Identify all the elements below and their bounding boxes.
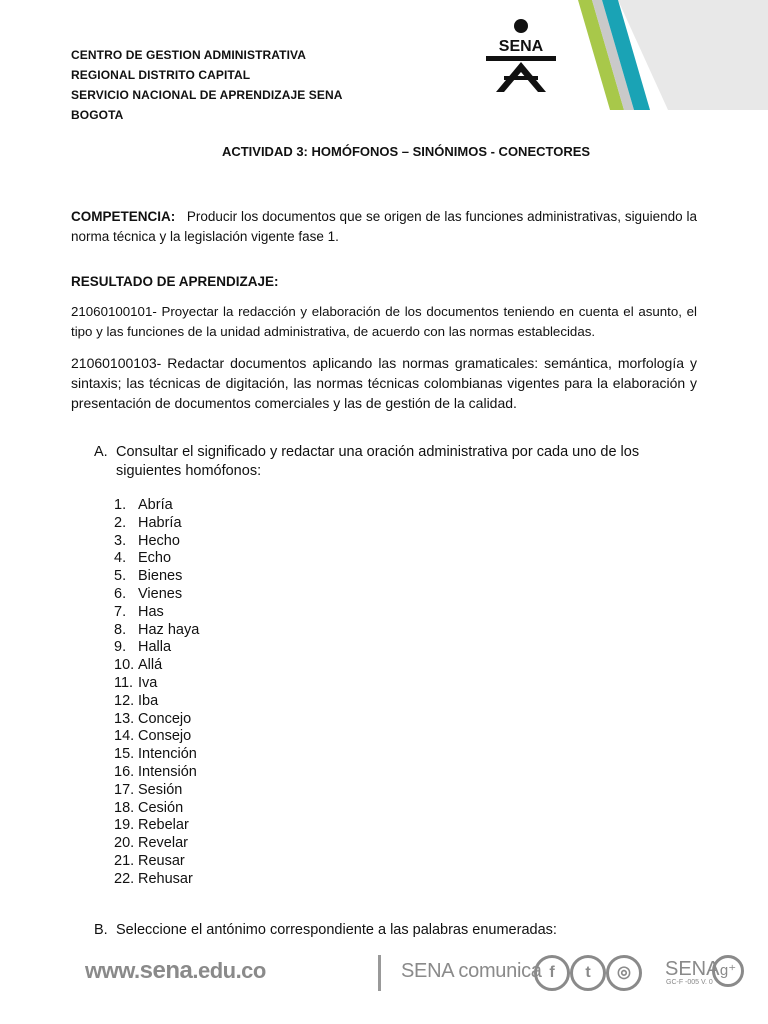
competencia-label: COMPETENCIA: — [71, 209, 176, 224]
homophone-word: Revelar — [138, 835, 188, 852]
homophone-number: 2. — [114, 514, 127, 531]
homophone-item — [114, 657, 199, 675]
competencia-paragraph — [71, 207, 697, 247]
homophone-word: Bienes — [138, 568, 183, 585]
footer-divider — [378, 955, 381, 991]
homophone-word: Vienes — [138, 585, 183, 602]
homophone-number: 22. — [114, 870, 135, 887]
section-b-text: Seleccione el antónimo correspondiente a las palabras enumeradas: — [116, 922, 557, 938]
footer-website[interactable]: www.sena.edu.co — [85, 957, 266, 984]
homophone-number: 8. — [114, 621, 127, 638]
homophone-word: Reusar — [138, 852, 185, 869]
twitter-icon[interactable]: t — [570, 955, 606, 991]
homophone-item — [114, 497, 199, 515]
homophone-number: 9. — [114, 639, 127, 656]
homophone-word: Habría — [138, 514, 182, 531]
section-a — [94, 443, 674, 481]
instagram-icon[interactable]: ◎ — [606, 955, 642, 991]
footer-comunica: SENA comunica — [401, 960, 542, 982]
google-plus-icon[interactable]: g⁺ — [712, 955, 744, 987]
homophone-number: 12. — [114, 692, 135, 709]
homophone-list — [114, 497, 199, 889]
homophone-item — [114, 711, 199, 729]
homophone-number: 13. — [114, 710, 135, 727]
logo-text: SENA — [498, 38, 544, 55]
org-line: REGIONAL DISTRITO CAPITAL — [71, 68, 251, 82]
homophone-item — [114, 604, 199, 622]
homophone-number: 1. — [114, 497, 127, 513]
homophone-number: 3. — [114, 532, 127, 549]
homophone-word: Has — [138, 603, 164, 620]
homophone-number: 6. — [114, 585, 127, 602]
homophone-number: 4. — [114, 550, 127, 567]
homophone-word: Haz haya — [138, 621, 200, 638]
homophone-number: 7. — [114, 603, 127, 620]
homophone-word: Hecho — [138, 532, 180, 549]
org-line: CENTRO DE GESTION ADMINISTRATIVA — [71, 48, 306, 62]
homophone-word: Halla — [138, 639, 172, 656]
homophone-item — [114, 728, 199, 746]
resultado-heading: RESULTADO DE APRENDIZAJE: — [71, 274, 279, 289]
homophone-item — [114, 853, 199, 871]
homophone-word: Intención — [138, 746, 197, 763]
homophone-item — [114, 586, 199, 604]
org-header — [71, 45, 343, 125]
homophone-word: Sesión — [138, 781, 183, 798]
sena-logo — [482, 18, 560, 96]
homophone-number: 15. — [114, 746, 135, 763]
org-line: SERVICIO NACIONAL DE APRENDIZAJE SENA — [71, 88, 343, 102]
homophone-item — [114, 835, 199, 853]
homophone-item — [114, 675, 199, 693]
homophone-word: Iba — [138, 692, 159, 709]
section-a-text: Consultar el significado y redactar una oración administrativa por cada uno de los siguientes homófonos: — [116, 444, 640, 479]
section-b-marker: B. — [94, 922, 108, 938]
homophone-item — [114, 639, 199, 657]
competencia-text: Producir los documentos que se origen de las funciones administrativas, siguiendo la norma técnica y la legislación vigente fase 1. — [71, 209, 697, 244]
activity-title: ACTIVIDAD 3: HOMÓFONOS – SINÓNIMOS - CONECTORES — [221, 144, 591, 159]
homophone-number: 5. — [114, 568, 127, 585]
homophone-item — [114, 782, 199, 800]
resultado-item: 21060100103- Redactar documentos aplicando las normas gramaticales: semántica, morfología y sintaxis; las técnicas de digitación, las normas técnicas colombianas vigentes para la elaboración y presentación de documentos comerciales y las de gestión de la calidad. — [71, 355, 697, 411]
homophone-word: Echo — [138, 550, 172, 567]
homophone-number: 11. — [114, 674, 134, 691]
facebook-icon[interactable]: f — [534, 955, 570, 991]
homophone-item — [114, 515, 199, 533]
homophone-item — [114, 764, 199, 782]
homophone-number: 21. — [114, 852, 135, 869]
homophone-number: 18. — [114, 799, 135, 816]
homophone-word: Allá — [138, 657, 163, 674]
homophone-number: 19. — [114, 817, 135, 834]
homophone-item — [114, 533, 199, 551]
homophone-item — [114, 693, 199, 711]
homophone-word: Concejo — [138, 710, 192, 727]
org-line: BOGOTA — [71, 108, 124, 122]
homophone-number: 14. — [114, 728, 135, 745]
homophone-number: 20. — [114, 835, 135, 852]
homophone-word: Rebelar — [138, 817, 189, 834]
homophone-word: Intensión — [138, 763, 197, 780]
resultado-item: 21060100101- Proyectar la redacción y elaboración de los documentos teniendo en cuenta el asunto, el tipo y las funciones de la unidad administrativa, de acuerdo con las normas establecidas. — [71, 304, 697, 339]
header-stripes — [578, 0, 768, 110]
document-code: GC-F -005 V. 0 — [666, 979, 713, 986]
homophone-item — [114, 550, 199, 568]
homophone-item — [114, 800, 199, 818]
homophone-item — [114, 622, 199, 640]
homophone-word: Iva — [138, 674, 158, 691]
section-b — [94, 922, 557, 938]
homophone-word: Abría — [138, 497, 173, 513]
homophone-number: 10. — [114, 657, 135, 674]
homophone-item — [114, 871, 199, 889]
section-a-marker: A. — [94, 444, 108, 460]
homophone-word: Consejo — [138, 728, 192, 745]
homophone-number: 17. — [114, 781, 135, 798]
footer-sena-gplus: SENA — [665, 958, 720, 980]
homophone-number: 16. — [114, 763, 135, 780]
homophone-word: Rehusar — [138, 870, 193, 887]
homophone-item — [114, 817, 199, 835]
homophone-item — [114, 746, 199, 764]
homophone-item — [114, 568, 199, 586]
homophone-word: Cesión — [138, 799, 184, 816]
